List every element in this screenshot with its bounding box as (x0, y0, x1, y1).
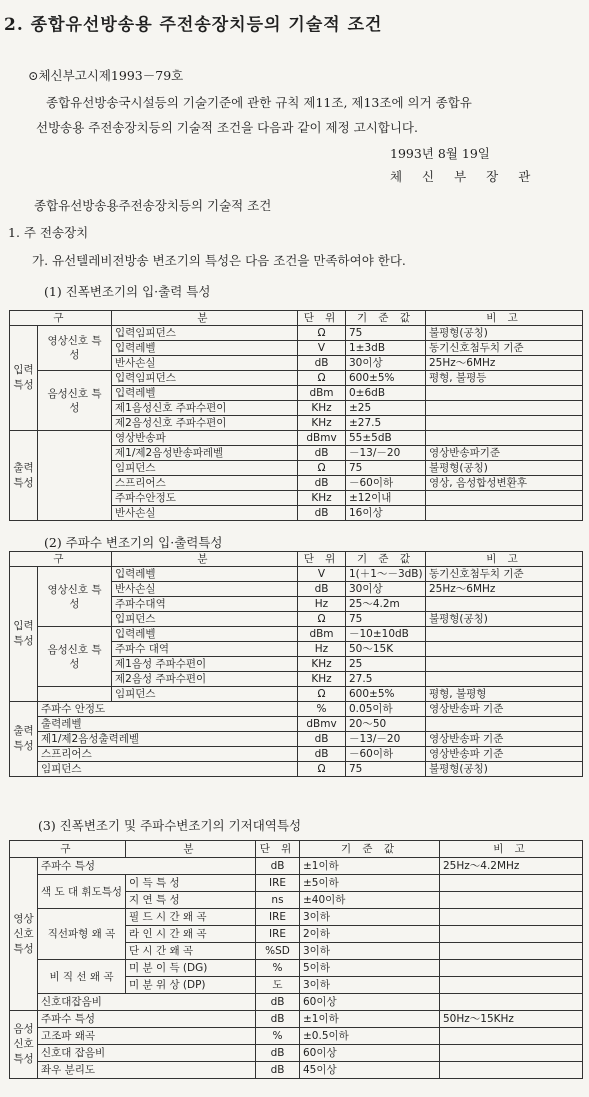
cell: 임피던스 (38, 762, 298, 777)
table-row (10, 1011, 583, 1028)
cell: 평형, 불평형 (426, 687, 583, 702)
cell: ns (256, 892, 300, 909)
cell: dB (256, 1062, 300, 1079)
group-label-audio: 음성신호특성 (10, 1011, 38, 1079)
table-row (10, 1028, 583, 1045)
cell: －60이하 (346, 476, 426, 491)
cell: 도 (256, 977, 300, 994)
cell: 600±5% (346, 371, 426, 386)
cell: 25 (346, 657, 426, 672)
table-row (10, 326, 583, 341)
cell: 입력임피던스 (112, 326, 298, 341)
table-row (10, 702, 583, 717)
cell (440, 994, 583, 1011)
cell: 60이상 (300, 1045, 440, 1062)
table-row (10, 858, 583, 875)
cell: 반사손실 (112, 506, 298, 521)
header-cell: 구 (10, 841, 126, 858)
cell: 30이상 (346, 356, 426, 371)
cell: 불평형(공칭) (426, 762, 583, 777)
cell: 이 득 특 성 (126, 875, 256, 892)
cell: 미 분 이 득 (DG) (126, 960, 256, 977)
table1-title: (1) 진폭변조기의 입·출력 특성 (44, 284, 211, 299)
group-label-input: 입력특성 (10, 567, 38, 702)
table-header-row (10, 311, 583, 326)
cell (426, 386, 583, 401)
header-cell: 비 고 (440, 841, 583, 858)
table-header-row (10, 841, 583, 858)
cell: dB (298, 356, 346, 371)
cell: dB (298, 446, 346, 461)
group-label-input: 입력특성 (10, 326, 38, 431)
header-cell: 기 준 값 (300, 841, 440, 858)
header-cell: 단 위 (298, 311, 346, 326)
cell: 25～4.2m (346, 597, 426, 612)
cell: 불평형(공칭) (426, 461, 583, 476)
cell: 주파수 특성 (38, 1011, 256, 1028)
cell: ±0.5이하 (300, 1028, 440, 1045)
cell (440, 909, 583, 926)
cell: dB (256, 858, 300, 875)
cell: 미 분 위 상 (DP) (126, 977, 256, 994)
cell: dB (298, 506, 346, 521)
cell: 입력레벨 (112, 627, 298, 642)
cell: 반사손실 (112, 356, 298, 371)
cell: dBm (298, 627, 346, 642)
cell: KHz (298, 672, 346, 687)
cell: 입력레벨 (112, 567, 298, 582)
table2-title: (2) 주파수 변조기의 입·출력특성 (44, 535, 223, 550)
cell: KHz (298, 416, 346, 431)
cell: 평형, 불평등 (426, 371, 583, 386)
header-cell: 기 준 값 (346, 311, 426, 326)
cell: KHz (298, 491, 346, 506)
cell: % (256, 1028, 300, 1045)
cell: 제1/제2음성출력레벨 (38, 732, 298, 747)
table-row (10, 627, 583, 642)
table-row (10, 875, 583, 892)
header-cell: 분 (126, 841, 256, 858)
header-cell: 단 위 (298, 552, 346, 567)
cell: Hz (298, 642, 346, 657)
cell: 주파수 대역 (112, 642, 298, 657)
group-label-video: 영상신호특성 (10, 858, 38, 1011)
cell: Hz (298, 597, 346, 612)
cell: 600±5% (346, 687, 426, 702)
subtitle: 종합유선방송용주전송장치등의 기술적 조건 (34, 198, 272, 213)
cell: V (298, 341, 346, 356)
cell: 좌우 분리도 (38, 1062, 256, 1079)
cell (440, 960, 583, 977)
cell (426, 672, 583, 687)
table-row (10, 960, 583, 977)
cell: 영상, 음성합성변환후 (426, 476, 583, 491)
cell: 1(＋1～－3dB) (346, 567, 426, 582)
empty-cell (38, 431, 112, 521)
cell: 고조파 왜곡 (38, 1028, 256, 1045)
cell (440, 892, 583, 909)
cell (426, 491, 583, 506)
cell (440, 1028, 583, 1045)
cell (426, 506, 583, 521)
cell (426, 416, 583, 431)
cell: 0.05이하 (346, 702, 426, 717)
cell: 신호대잡음비 (38, 994, 256, 1011)
page-heading: 2. 종합유선방송용 주전송장치등의 기술적 조건 (4, 15, 383, 35)
header-cell: 구 (10, 552, 112, 567)
cell: 라 인 시 간 왜 곡 (126, 926, 256, 943)
cell: dB (298, 747, 346, 762)
notice-number: ⊙체신부고시제1993－79호 (28, 68, 184, 83)
group-label-output: 출력특성 (10, 702, 38, 777)
table-row (10, 431, 583, 446)
cell (440, 943, 583, 960)
cell: －13/－20 (346, 732, 426, 747)
table-row (10, 994, 583, 1011)
header-cell: 단 위 (256, 841, 300, 858)
cell (440, 926, 583, 943)
cell: 영상반송파기준 (426, 446, 583, 461)
notice-date: 1993년 8월 19일 (390, 146, 490, 161)
cell: IRE (256, 926, 300, 943)
cell: 제2음성 주파수편이 (112, 672, 298, 687)
cell: 45이상 (300, 1062, 440, 1079)
cell: Ω (298, 687, 346, 702)
cell: dBmv (298, 717, 346, 732)
cell (426, 717, 583, 732)
cell: 3이하 (300, 977, 440, 994)
table-row (10, 371, 583, 386)
table-row (10, 909, 583, 926)
cell: dB (298, 732, 346, 747)
cell: 25Hz～6MHz (426, 356, 583, 371)
cell: 임피던스 (112, 461, 298, 476)
cell: 입력임피던스 (112, 371, 298, 386)
cell: 60이상 (300, 994, 440, 1011)
cell: Ω (298, 461, 346, 476)
table-header-row (10, 552, 583, 567)
cell: dB (256, 994, 300, 1011)
cell (426, 401, 583, 416)
table-row (10, 747, 583, 762)
cell (426, 597, 583, 612)
cell: % (298, 702, 346, 717)
cell: 0±6dB (346, 386, 426, 401)
header-cell: 기 준 값 (346, 552, 426, 567)
cell: －13/－20 (346, 446, 426, 461)
cell: Ω (298, 326, 346, 341)
cell: 불평형(공칭) (426, 612, 583, 627)
cell: 동기신호첨두치 기준 (426, 341, 583, 356)
notice-signature: 체 신 부 장 관 (390, 169, 539, 184)
table-row (10, 762, 583, 777)
cell: dB (298, 582, 346, 597)
cell: 입력레벨 (112, 341, 298, 356)
cell: ±12이내 (346, 491, 426, 506)
cell: －60이하 (346, 747, 426, 762)
cell: 주파수 특성 (38, 858, 256, 875)
cell: ±5이하 (300, 875, 440, 892)
header-cell: 분 (112, 311, 298, 326)
cell: dBmv (298, 431, 346, 446)
cell: ±1이하 (300, 1011, 440, 1028)
table3-baseband (9, 840, 583, 1079)
cell: ±1이하 (300, 858, 440, 875)
cell: 임피던스 (112, 687, 298, 702)
cell: 주파수 안정도 (38, 702, 298, 717)
cell (440, 1062, 583, 1079)
cell: IRE (256, 909, 300, 926)
cell: %SD (256, 943, 300, 960)
cell: 주파수대역 (112, 597, 298, 612)
cell (440, 977, 583, 994)
cell: dBm (298, 386, 346, 401)
cell (426, 431, 583, 446)
table3-title: (3) 진폭변조기 및 주파수변조기의 기저대역특성 (38, 818, 302, 833)
cell: 제1음성 주파수편이 (112, 657, 298, 672)
table2-frequency-modulator (9, 551, 583, 777)
cell: 주파수안정도 (112, 491, 298, 506)
cell: ±40이하 (300, 892, 440, 909)
cell: 단 시 간 왜 곡 (126, 943, 256, 960)
cell: 50～15K (346, 642, 426, 657)
cell: ±25 (346, 401, 426, 416)
cell: 75 (346, 762, 426, 777)
cell: 동기신호첨두치 기준 (426, 567, 583, 582)
empty-cell (38, 687, 112, 702)
cell: 반사손실 (112, 582, 298, 597)
cell: V (298, 567, 346, 582)
cell: 제1음성신호 주파수편이 (112, 401, 298, 416)
cell: 출력레벨 (38, 717, 298, 732)
header-cell: 구 (10, 311, 112, 326)
cell: 75 (346, 612, 426, 627)
cell: dB (298, 476, 346, 491)
cell: 영상반송파 기준 (426, 747, 583, 762)
cell: IRE (256, 875, 300, 892)
notice-body-line2: 선방송용 주전송장치등의 기술적 조건을 다음과 같이 제정 고시합니다. (36, 120, 418, 135)
cell: dB (256, 1045, 300, 1062)
table-row (10, 567, 583, 582)
cell: 50Hz～15KHz (440, 1011, 583, 1028)
table-row (10, 1045, 583, 1062)
table-row (10, 687, 583, 702)
group-label-color: 색 도 대 휘도특성 (38, 875, 126, 909)
cell: 2이하 (300, 926, 440, 943)
cell: 영상반송파 기준 (426, 732, 583, 747)
cell: 스프리어스 (38, 747, 298, 762)
cell: 제1/제2음성반송파레벨 (112, 446, 298, 461)
cell: 필 드 시 간 왜 곡 (126, 909, 256, 926)
notice-body-line1: 종합유선방송국시설등의 기술기준에 관한 규칙 제11조, 제13조에 의거 종합유 (46, 95, 472, 110)
cell: % (256, 960, 300, 977)
header-cell: 비 고 (426, 311, 583, 326)
group-label-audio: 음성신호 특 성 (38, 371, 112, 431)
group-label-nonlinear: 비 직 선 왜 곡 (38, 960, 126, 994)
cell: 입피던스 (112, 612, 298, 627)
group-label-linear: 직선파형 왜 곡 (38, 909, 126, 960)
cell: 3이하 (300, 909, 440, 926)
cell: 신호대 잡음비 (38, 1045, 256, 1062)
header-cell: 분 (112, 552, 298, 567)
cell: 영상반송파 (112, 431, 298, 446)
cell: 75 (346, 461, 426, 476)
header-cell: 비 고 (426, 552, 583, 567)
cell: dB (256, 1011, 300, 1028)
group-label-audio: 음성신호 특 성 (38, 627, 112, 687)
cell (426, 657, 583, 672)
cell: Ω (298, 762, 346, 777)
section-heading: 1. 주 전송장치 (8, 225, 89, 240)
cell: 55±5dB (346, 431, 426, 446)
cell: 스프리어스 (112, 476, 298, 491)
cell (440, 1045, 583, 1062)
cell: 30이상 (346, 582, 426, 597)
group-label-output: 출력특성 (10, 431, 38, 521)
cell: 입력레벨 (112, 386, 298, 401)
cell: 25Hz～4.2MHz (440, 858, 583, 875)
clause-ga: 가. 유선텔레비전방송 변조기의 특성은 다음 조건을 만족하여야 한다. (32, 253, 406, 268)
table-row (10, 732, 583, 747)
cell: 지 연 특 성 (126, 892, 256, 909)
cell: 제2음성신호 주파수편이 (112, 416, 298, 431)
cell: 16이상 (346, 506, 426, 521)
cell: 영상반송파 기준 (426, 702, 583, 717)
cell: 불평형(공칭) (426, 326, 583, 341)
cell: 27.5 (346, 672, 426, 687)
cell: 5이하 (300, 960, 440, 977)
group-label-video: 영상신호 특 성 (38, 326, 112, 371)
cell: Ω (298, 612, 346, 627)
cell (426, 627, 583, 642)
table1-amplitude-modulator (9, 310, 583, 521)
cell: KHz (298, 657, 346, 672)
cell: 20～50 (346, 717, 426, 732)
table-row (10, 1062, 583, 1079)
table-row (10, 717, 583, 732)
cell (440, 875, 583, 892)
cell: 1±3dB (346, 341, 426, 356)
cell: 3이하 (300, 943, 440, 960)
cell: ±27.5 (346, 416, 426, 431)
cell: 75 (346, 326, 426, 341)
cell: KHz (298, 401, 346, 416)
cell: 25Hz～6MHz (426, 582, 583, 597)
cell: －10±10dB (346, 627, 426, 642)
cell: Ω (298, 371, 346, 386)
group-label-video: 영상신호 특 성 (38, 567, 112, 627)
cell (426, 642, 583, 657)
